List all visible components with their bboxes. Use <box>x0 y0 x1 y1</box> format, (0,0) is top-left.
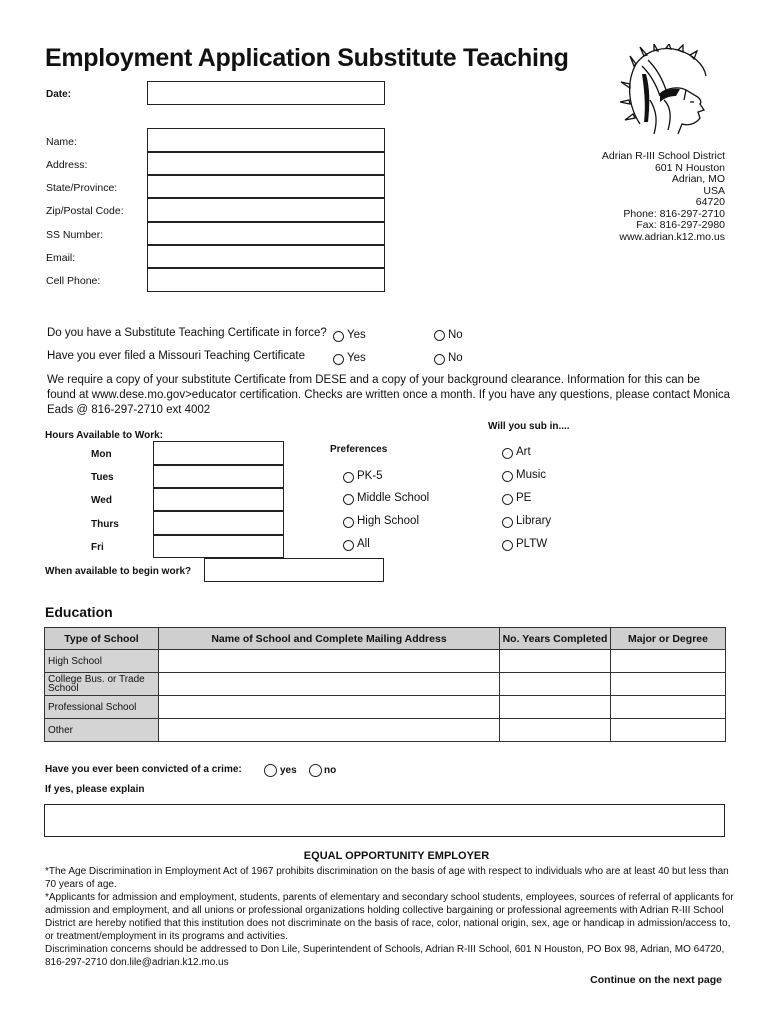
page-title: Employment Application Substitute Teaching <box>45 44 569 72</box>
cell-label: Cell Phone: <box>46 275 101 287</box>
state-label: State/Province: <box>46 182 118 194</box>
eoe-nondiscrimination-paragraph: *Applicants for admission and employment, students, parents of elementary and secondary school students, employees, sources of referral of applicants for admission and employment, and all unions or professional organizations holding collective bargaining or professional agreements with Adrian R-III School District are hereby notified that this institution does not discriminate on the basis of race, color, national origin, sex, age or handicap in admission/access to, or treatment/employment in its programs and activities. <box>45 892 734 942</box>
pref-all-label: All <box>357 538 370 550</box>
hours-wed-field[interactable] <box>153 488 284 511</box>
hours-mon-field[interactable] <box>153 441 284 465</box>
col-type-of-school: Type of School <box>45 628 159 650</box>
day-label-fri: Fri <box>91 542 104 553</box>
zip-field[interactable] <box>147 198 385 222</box>
pref-pk5-radio[interactable] <box>343 472 354 483</box>
explain-label: If yes, please explain <box>45 784 145 795</box>
day-label-thurs: Thurs <box>91 519 119 530</box>
address-field[interactable] <box>147 152 385 175</box>
col-major-degree: Major or Degree <box>611 628 726 650</box>
row-label-professional: Professional School <box>45 696 159 719</box>
cert-no-radio[interactable] <box>434 330 445 341</box>
pref-pk5-label: PK-5 <box>357 470 383 482</box>
pref-middle-radio[interactable] <box>343 494 354 505</box>
ssn-label: SS Number: <box>46 229 104 241</box>
filed-no-label: No <box>448 352 463 364</box>
education-header-row <box>45 628 726 650</box>
cell-major[interactable] <box>611 719 726 742</box>
district-phone: Phone: 816-297-2710 <box>623 207 725 220</box>
crime-question: Have you ever been convicted of a crime: <box>45 764 242 775</box>
cell-major[interactable] <box>611 696 726 719</box>
cell-years[interactable] <box>500 696 611 719</box>
district-street: 601 N Houston <box>654 161 725 174</box>
day-label-mon: Mon <box>91 449 112 460</box>
sub-pltw-label: PLTW <box>516 538 548 550</box>
table-row <box>45 650 726 673</box>
continue-note: Continue on the next page <box>590 974 722 986</box>
district-web: www.adrian.k12.mo.us <box>619 230 725 243</box>
cert-yes-label: Yes <box>347 329 366 341</box>
col-years-completed: No. Years Completed <box>500 628 611 650</box>
hours-label: Hours Available to Work: <box>45 430 163 441</box>
eoe-age-paragraph: *The Age Discrimination in Employment Act of 1967 prohibits discrimination on the basis of age with respect to individuals who are at least 40 but less than 70 years of age. <box>45 866 729 890</box>
sub-pe-radio[interactable] <box>502 494 513 505</box>
filed-question: Have you ever filed a Missouri Teaching Certificate <box>47 350 306 362</box>
certificate-info: We require a copy of your substitute Certificate from DESE and a copy of your background clearance. Information for this can be found at www.dese.mo.gov>educator certification. Checks are written once a month. If you have any questions, please contact Monica Eads @ 816-297-2710 ext 4002 <box>47 374 731 416</box>
row-label-other: Other <box>45 719 159 742</box>
day-label-wed: Wed <box>91 495 112 506</box>
filed-no-radio[interactable] <box>434 354 445 365</box>
crime-no-label: no <box>324 765 337 776</box>
name-label: Name: <box>46 136 77 148</box>
eoe-title: EQUAL OPPORTUNITY EMPLOYER <box>303 850 490 862</box>
row-label-high-school: High School <box>45 650 159 673</box>
crime-yes-radio[interactable] <box>264 764 277 777</box>
education-table <box>44 627 726 742</box>
sub-library-radio[interactable] <box>502 517 513 528</box>
cell-school-address[interactable] <box>159 673 500 696</box>
cell-years[interactable] <box>500 673 611 696</box>
crime-no-radio[interactable] <box>309 764 322 777</box>
eoe-contact-paragraph: Discrimination concerns should be addressed to Don Lile, Superintendent of Schools, Adrian R-III School, 601 N Houston, PO Box 98, Adrian, MO 64720, 816-297-2710 don.lile@adrian.k12.mo.us <box>45 944 725 968</box>
table-row <box>45 719 726 742</box>
pref-high-label: High School <box>357 515 420 527</box>
district-fax: Fax: 816-297-2980 <box>636 219 725 231</box>
cell-school-address[interactable] <box>159 719 500 742</box>
col-school-name-address: Name of School and Complete Mailing Address <box>159 628 500 650</box>
native-headdress-logo <box>620 44 715 136</box>
cell-major[interactable] <box>611 650 726 673</box>
sub-library-label: Library <box>516 515 552 527</box>
table-row <box>45 673 726 696</box>
sub-pe-label: PE <box>516 492 532 504</box>
hours-fri-field[interactable] <box>153 535 284 558</box>
sub-art-radio[interactable] <box>502 448 513 459</box>
address-label: Address: <box>46 159 88 171</box>
cell-major[interactable] <box>611 673 726 696</box>
district-zip: 64720 <box>695 196 725 208</box>
date-label: Date: <box>46 89 72 100</box>
cert-no-label: No <box>448 329 463 341</box>
explain-field[interactable] <box>44 804 725 837</box>
zip-label: Zip/Postal Code: <box>46 205 124 217</box>
ssn-field[interactable] <box>147 222 385 245</box>
cert-question: Do you have a Substitute Teaching Certificate in force? <box>47 327 327 339</box>
pref-high-radio[interactable] <box>343 517 354 528</box>
cell-field[interactable] <box>147 268 385 292</box>
sub-pltw-radio[interactable] <box>502 540 513 551</box>
crime-yes-label: yes <box>280 765 297 776</box>
district-country: USA <box>703 184 725 197</box>
subjects-label: Will you sub in.... <box>488 421 570 432</box>
hours-tues-field[interactable] <box>153 465 284 488</box>
filed-yes-label: Yes <box>347 352 366 364</box>
begin-label: When available to begin work? <box>45 566 192 577</box>
cell-school-address[interactable] <box>159 696 500 719</box>
district-address <box>602 151 725 243</box>
row-label-college: College Bus. or Trade School <box>45 673 159 696</box>
sub-music-label: Music <box>516 469 547 481</box>
pref-middle-label: Middle School <box>357 492 430 504</box>
filed-yes-radio[interactable] <box>333 354 344 365</box>
sub-art-label: Art <box>516 446 531 458</box>
district-city: Adrian, MO <box>671 173 725 185</box>
cell-school-address[interactable] <box>159 650 500 673</box>
table-row <box>45 696 726 719</box>
day-label-tues: Tues <box>91 472 114 483</box>
email-label: Email: <box>46 252 76 264</box>
preferences-label: Preferences <box>330 444 388 455</box>
cert-yes-radio[interactable] <box>333 331 344 342</box>
begin-field[interactable] <box>204 558 384 582</box>
district-name: Adrian R-III School District <box>601 150 725 162</box>
email-field[interactable] <box>147 245 385 268</box>
cell-years[interactable] <box>500 719 611 742</box>
pref-all-radio[interactable] <box>343 540 354 551</box>
education-heading: Education <box>45 604 113 620</box>
hours-thurs-field[interactable] <box>153 511 284 535</box>
cell-years[interactable] <box>500 650 611 673</box>
date-field[interactable] <box>147 81 385 105</box>
name-field[interactable] <box>147 128 385 152</box>
sub-music-radio[interactable] <box>502 471 513 482</box>
state-field[interactable] <box>147 175 385 198</box>
eoe-text <box>45 865 740 969</box>
